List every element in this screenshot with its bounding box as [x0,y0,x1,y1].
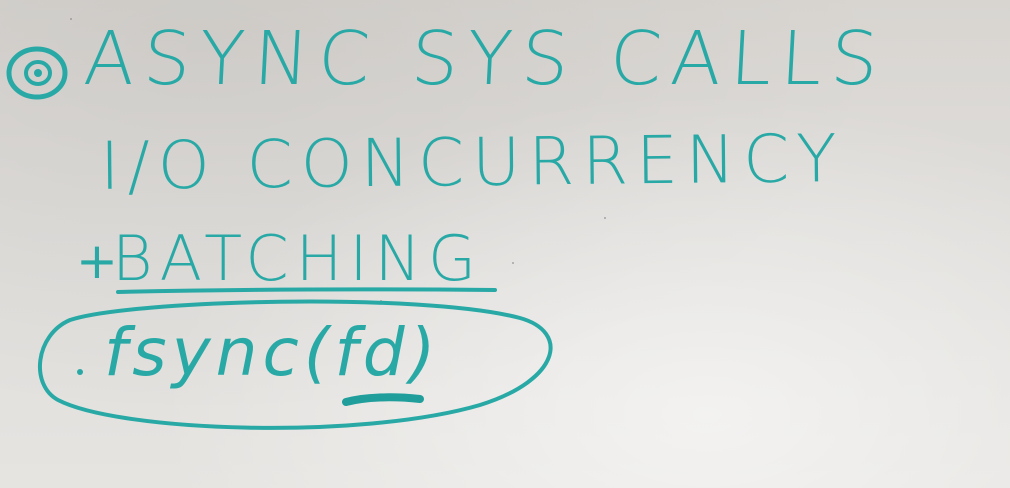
fd-underline [346,397,420,402]
circled-dot-icon [9,49,65,97]
note-async-sys-calls: ASYNC SYS CALLS [81,16,889,102]
batching-underline [118,289,495,292]
note-batching: BATCHING [112,222,484,295]
note-io-concurrency: I/O CONCURRENCY [99,120,845,205]
oval-dot [77,369,83,375]
fsync-oval [40,302,551,428]
note-fsync: fsync(fd) [104,314,441,391]
plus-sign: + [76,232,118,290]
